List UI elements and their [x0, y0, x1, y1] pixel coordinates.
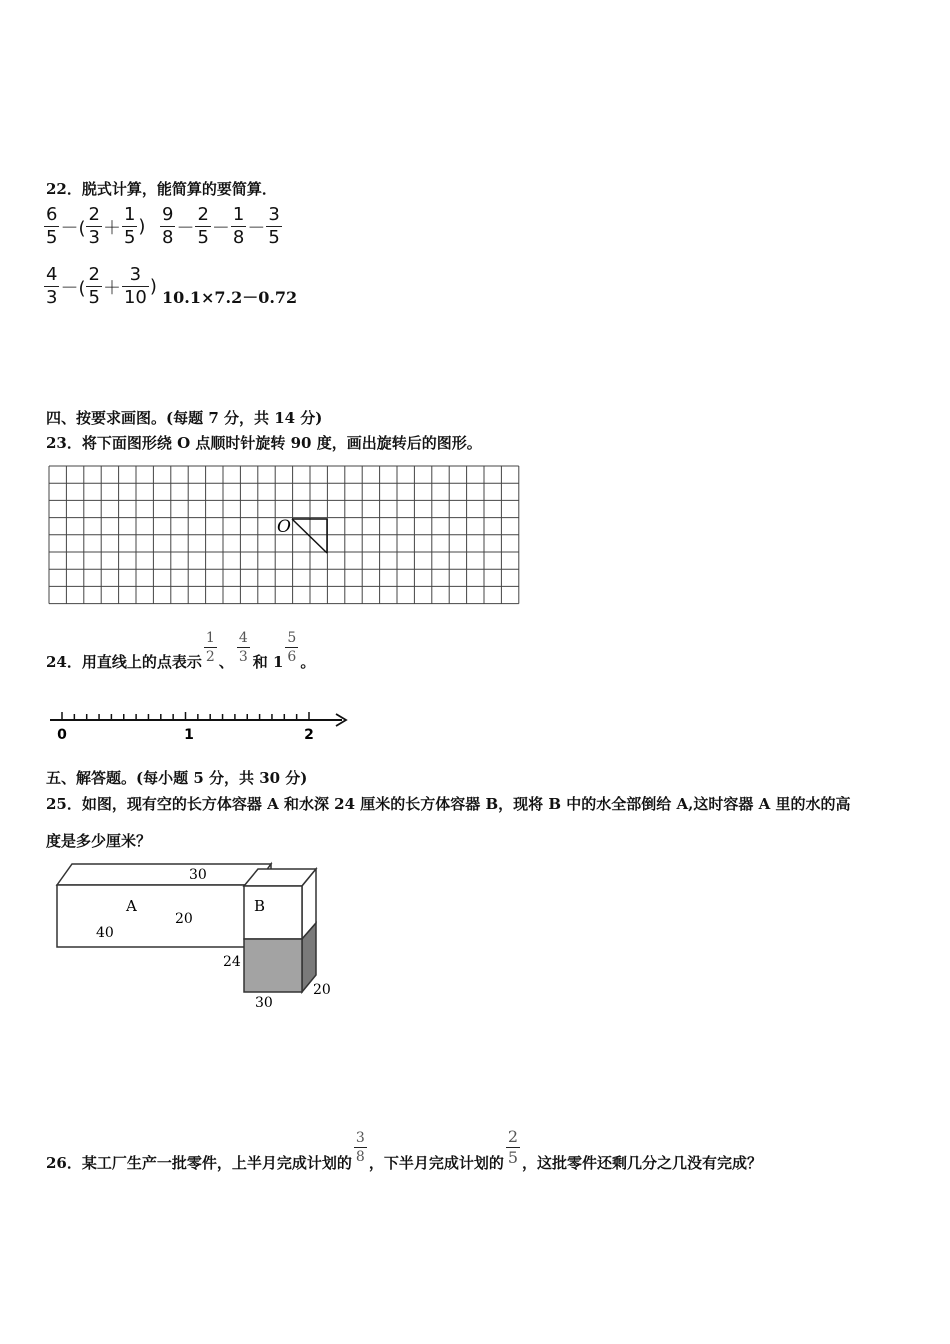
tick-label-0: 0 — [57, 727, 67, 743]
q25-line2: 度是多少厘米？ — [46, 832, 152, 850]
box-a-label: A — [126, 897, 137, 915]
box-a-top — [57, 864, 271, 885]
section-4-heading: 四、按要求画图。(每题 7 分，共 14 分) — [46, 409, 323, 427]
box-a-front — [57, 885, 256, 947]
q24-text: 24．用直线上的点表示 $\frac{1}{2}$ 、 $\frac{4}{3}$ 和 1 $\frac{5}{6}$ 。 — [46, 630, 316, 671]
expression-2: $\frac{9}{8}$ － $\frac{2}{5}$ － $\frac{1}{8}$ － $\frac{3}{5}$ — [162, 204, 280, 248]
box-a-width: 30 — [189, 867, 207, 883]
tick-label-2: 2 — [304, 727, 314, 743]
box-b-front-upper — [244, 886, 302, 939]
q25-line1: 25．如图，现有空的长方体容器 A 和水深 24 厘米的长方体容器 B，现将 B 中的水全部倒给 A,这时容器 A 里的水的高 — [46, 795, 851, 813]
section-5-heading: 五、解答题。(每小题 5 分，共 30 分) — [46, 769, 308, 787]
box-b-width: 20 — [313, 982, 331, 998]
containers-figure — [50, 860, 350, 1015]
box-b-water-depth: 24 — [223, 954, 241, 970]
tick-label-1: 1 — [184, 727, 194, 743]
box-b-length: 30 — [255, 995, 273, 1011]
box-a-height: 20 — [175, 911, 193, 927]
expression-4: 10.1×7.2－0.72 — [162, 288, 298, 307]
box-b-water — [244, 939, 302, 992]
point-o-label: O — [277, 517, 291, 537]
q26-text: 26．某工厂生产一批零件，上半月完成计划的 $\frac{3}{8}$ ，下半月完成计划的 $\frac{2}{5}$ ，这批零件还剩几分之几没有完成？ — [46, 1127, 763, 1172]
q22-title: 22．脱式计算，能简算的要简算． — [46, 180, 277, 198]
q23-text: 23．将下面图形绕 O 点顺时针旋转 90 度，画出旋转后的图形。 — [46, 434, 482, 452]
grid-figure — [48, 465, 520, 607]
number-line — [46, 706, 356, 746]
expression-3: $\frac{4}{3}$ －( $\frac{2}{5}$ ＋ $\frac{3}{10}$ ) — [46, 264, 157, 308]
box-a-length: 40 — [96, 925, 114, 941]
expression-1: $\frac{6}{5}$ －( $\frac{2}{3}$ ＋ $\frac{1}{5}$ ) — [46, 204, 146, 248]
box-b-label: B — [254, 897, 266, 915]
